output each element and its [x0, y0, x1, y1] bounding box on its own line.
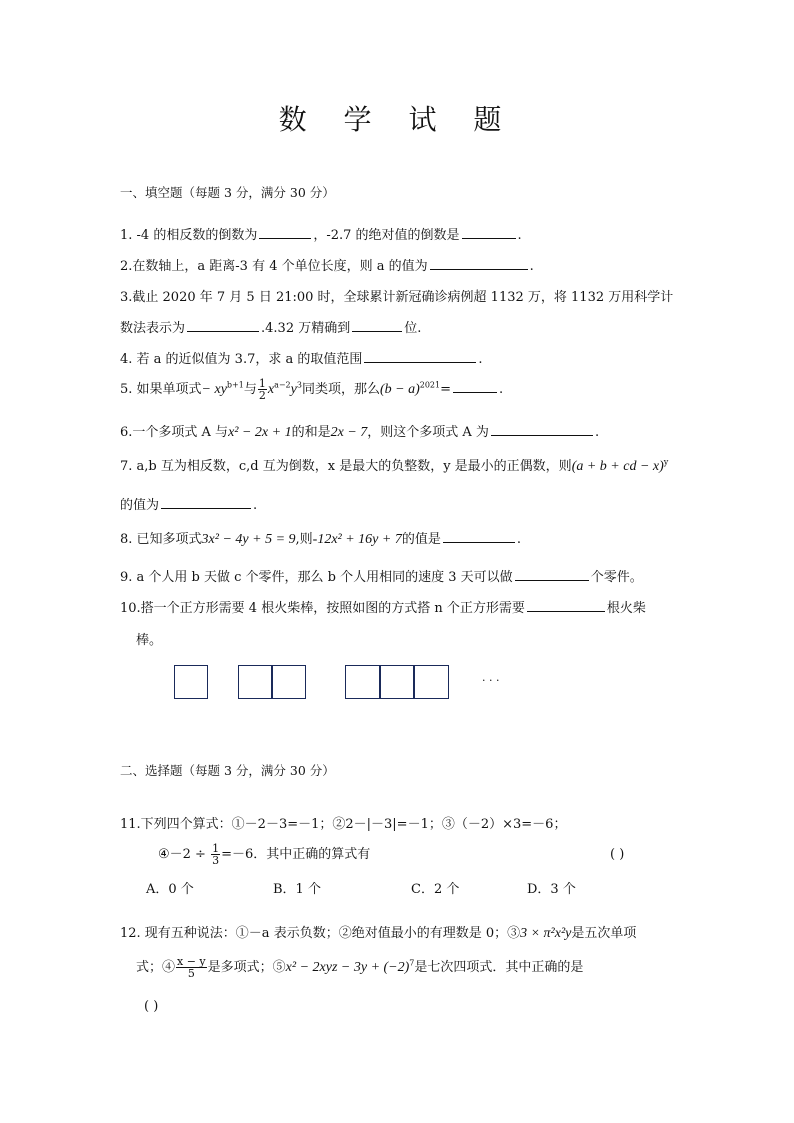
question-6: 6.一个多项式 A 与x² − 2x + 1的和是2x − 7，则这个多项式 A 为 .	[120, 421, 599, 441]
question-12-line2: 式；④ $\frac{x - y}{5}$ 是多项式；⑤x² − $2xyz - 3y + (-2)^7$是七次四项式．其中正确的是	[136, 955, 584, 980]
figure-square	[379, 665, 415, 699]
question-4: 4. 若 a 的近似值为 3.7，求 a 的取值范围 .	[120, 348, 483, 367]
question-10-line2: 棒。	[136, 633, 163, 648]
option-a[interactable]: A．0 个	[146, 882, 194, 897]
question-7-line1: 7. a,b 互为相反数，c,d 互为倒数，x 是最大的负整数，y 是最小的正偶数，则(a + b + cd − x)$^y$	[120, 457, 669, 474]
answer-blank[interactable]	[515, 567, 589, 581]
fraction-x-minus-y-over-5: $\frac{x - y}{5}$	[177, 955, 206, 980]
fraction-one-half: $\frac{1}{2}$	[258, 377, 266, 402]
figure-square	[413, 665, 449, 699]
question-5: 5. 如果单项式− $xy^{b+1}$与 $\frac{1}{2}$ $x^{a-2}y^3$同类项，那么$(b - a)^{2021}=$ .	[120, 377, 504, 402]
option-d[interactable]: D．3 个	[527, 882, 576, 897]
question-2: 2.在数轴上，a 距离-3 有 4 个单位长度，则 a 的值为 .	[120, 255, 534, 274]
answer-blank[interactable]	[352, 318, 402, 332]
answer-blank[interactable]	[364, 349, 476, 363]
question-1: 1. -4 的相反数的倒数为 ，-2.7 的绝对值的倒数是 .	[120, 224, 522, 243]
section-heading-fill-in: 一、填空题（每题 3 分，满分 30 分）	[120, 185, 335, 200]
question-10-line1: 10.搭一个正方形需要 4 根火柴棒，按照如图的方式搭 n 个正方形需要 根火柴	[120, 597, 646, 616]
question-11-line2: ④－2 ÷ $\frac{1}{3}$ =－6．其中正确的算式有	[158, 842, 371, 867]
question-12-line1: 12. 现有五种说法：①－a 表示负数；②绝对值最小的有理数是 0；③3 × π²x²y是五次单项	[120, 926, 637, 941]
section-heading-choice: 二、选择题（每题 3 分，满分 30 分）	[120, 763, 335, 778]
option-c[interactable]: C．2 个	[411, 882, 460, 897]
figure-square	[238, 665, 273, 699]
question-8: 8. 已知多项式3x² − 4y + 5 = 9,则-12x² + 16y + 7的值是 .	[120, 528, 521, 548]
figure-square	[174, 665, 208, 699]
fraction-one-third: $\frac{1}{3}$	[212, 842, 220, 867]
figure-ellipsis: · · ·	[482, 674, 500, 687]
question-11-line1: 11.下列四个算式：①－2－3=－1；②2－|－3|=－1；③（－2）×3=－6；	[120, 817, 567, 832]
answer-blank[interactable]	[527, 598, 605, 612]
answer-blank[interactable]	[187, 318, 259, 332]
figure-square	[271, 665, 306, 699]
question-7-line2: 的值为 .	[120, 494, 257, 513]
question-9: 9. a 个人用 b 天做 c 个零件，那么 b 个人用相同的速度 3 天可以做 个零件。	[120, 566, 643, 585]
question-3-line1: 3.截止 2020 年 7 月 5 日 21:00 时，全球累计新冠确诊病例超 1132 万，将 1132 万用科学计	[120, 290, 674, 305]
answer-blank[interactable]	[491, 422, 593, 436]
answer-blank[interactable]	[453, 379, 497, 393]
answer-parentheses[interactable]: ( )	[144, 999, 159, 1014]
answer-blank[interactable]	[259, 225, 311, 239]
question-3-line2: 数法表示为 .4.32 万精确到 位.	[120, 317, 421, 336]
answer-blank[interactable]	[462, 225, 516, 239]
answer-blank[interactable]	[161, 495, 251, 509]
option-b[interactable]: B．1 个	[273, 882, 321, 897]
answer-blank[interactable]	[443, 529, 515, 543]
answer-blank[interactable]	[430, 256, 528, 270]
answer-parentheses[interactable]: ( )	[610, 847, 625, 862]
figure-square	[345, 665, 381, 699]
page-title: 数 学 试 题	[278, 103, 516, 136]
